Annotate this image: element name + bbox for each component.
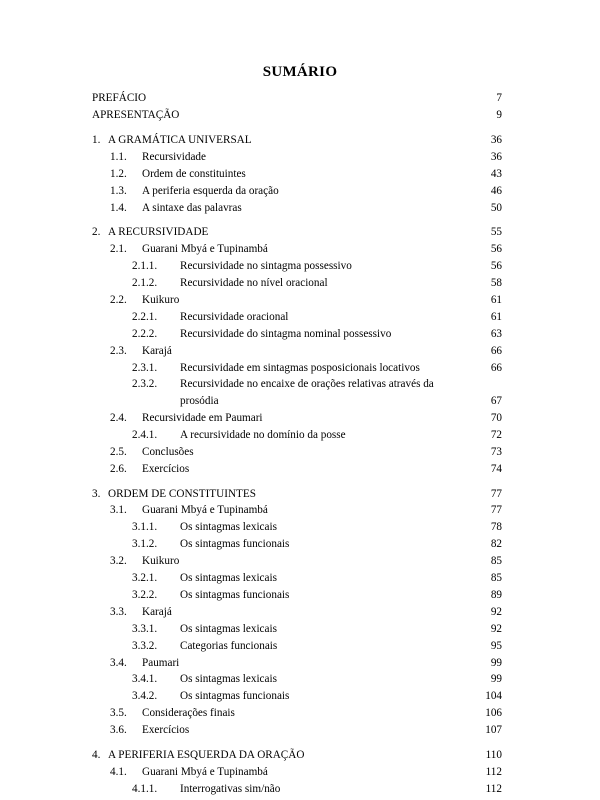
page-title: SUMÁRIO (262, 64, 338, 80)
toc-entry-number: 2.4. (110, 412, 127, 425)
toc-entry-page: 112 (485, 782, 502, 795)
toc-entry-number: 3.2. (110, 555, 127, 568)
toc-entry-page: 43 (490, 167, 502, 180)
toc-entry-page: 72 (490, 428, 502, 441)
toc-entry-number: 4.1. (110, 765, 127, 778)
toc-entry-number: 3.4.2. (132, 690, 158, 703)
toc-entry-title: Recursividade oracional (180, 310, 289, 323)
toc-entry-title: Recursividade no sintagma possessivo (180, 260, 352, 273)
toc-entry-page: 106 (485, 707, 502, 720)
table-of-contents (92, 90, 502, 797)
toc-entry-number: 2.2.2. (132, 327, 158, 340)
leader-dots (148, 91, 494, 102)
toc-entry-title: A recursividade no domínio da posse (180, 428, 346, 441)
toc-entry-title: Os sintagmas lexicais (180, 673, 277, 686)
toc-entry-page: 74 (490, 462, 502, 475)
toc-entry-title: Kuikuro (142, 293, 180, 306)
leader-dots (270, 765, 484, 776)
toc-entry-number: 2.4.1. (132, 428, 158, 441)
toc-entry[interactable] (92, 654, 502, 671)
toc-entry-title: Recursividade em sintagmas posposicionais locativos (180, 361, 420, 374)
toc-entry-title: Guarani Mbyá e Tupinambá (142, 504, 268, 517)
toc-entry-page: 61 (490, 293, 502, 306)
toc-entry-number: 2.1. (110, 243, 127, 256)
leader-dots (196, 445, 489, 456)
toc-entry-number: 3.2.2. (132, 588, 158, 601)
toc-entry-title: Recursividade no encaixe de orações relativas através da (180, 378, 434, 391)
toc-entry-title: Considerações finais (142, 707, 235, 720)
toc-entry-page: 85 (490, 572, 502, 585)
toc-entry-page: 63 (490, 327, 502, 340)
toc-entry[interactable] (92, 604, 502, 621)
toc-entry-page: 92 (490, 622, 502, 635)
leader-dots (174, 605, 489, 616)
toc-entry[interactable] (92, 781, 502, 798)
toc-entry-number: 3.1. (110, 504, 127, 517)
toc-entry-page: 67 (490, 395, 502, 408)
toc-entry-page: 61 (490, 310, 502, 323)
toc-entry[interactable] (92, 132, 502, 149)
toc-entry-title: ORDEM DE CONSTITUINTES (108, 487, 256, 500)
toc-entry-title: Guarani Mbyá e Tupinambá (142, 243, 268, 256)
toc-entry-page: 110 (485, 748, 502, 761)
toc-entry-page: 82 (490, 538, 502, 551)
toc-entry-title: Categorias funcionais (180, 639, 278, 652)
toc-entry-page: 56 (490, 243, 502, 256)
toc-entry-number: 2.1.2. (132, 277, 158, 290)
toc-entry[interactable] (92, 359, 502, 376)
leader-dots (279, 638, 489, 649)
toc-entry[interactable] (92, 764, 502, 781)
toc-entry[interactable] (92, 107, 502, 124)
leader-dots (279, 622, 489, 633)
toc-entry[interactable] (92, 502, 502, 519)
toc-entry-page: 112 (485, 765, 502, 778)
toc-entry-title: Recursividade em Paumari (142, 412, 263, 425)
toc-entry[interactable] (92, 705, 502, 722)
toc-entry[interactable] (92, 199, 502, 216)
section-gap (92, 477, 502, 485)
toc-entry[interactable] (92, 166, 502, 183)
toc-entry-number: 2.1.1. (132, 260, 158, 273)
leader-dots (221, 394, 489, 405)
leader-dots (281, 183, 489, 194)
toc-entry-number: 3.6. (110, 724, 127, 737)
toc-entry-number: 2. (92, 226, 101, 239)
leader-dots (210, 225, 488, 236)
toc-entry-title: Os sintagmas lexicais (180, 521, 277, 534)
toc-entry-page: 92 (490, 605, 502, 618)
leader-dots (181, 655, 489, 666)
toc-entry-page: 70 (490, 412, 502, 425)
toc-entry-page: 9 (496, 109, 502, 122)
leader-dots (191, 462, 489, 473)
leader-dots (181, 108, 494, 119)
toc-entry[interactable] (92, 536, 502, 553)
toc-entry[interactable] (92, 637, 502, 654)
toc-entry-title: Os sintagmas lexicais (180, 572, 277, 585)
toc-entry-number: 2.5. (110, 445, 127, 458)
toc-entry[interactable] (92, 688, 502, 705)
leader-dots (174, 343, 489, 354)
toc-entry[interactable] (92, 309, 502, 326)
toc-entry-number: 3.3. (110, 605, 127, 618)
leader-dots (181, 554, 489, 565)
leader-dots (181, 293, 489, 304)
leader-dots (282, 782, 483, 793)
toc-entry-number: 3.1.1. (132, 521, 158, 534)
toc-entry-title: Recursividade do sintagma nominal possessivo (180, 327, 392, 340)
toc-entry-number: 3.2.1. (132, 572, 158, 585)
toc-entry-number: 1.4. (110, 201, 127, 214)
toc-entry[interactable] (92, 90, 502, 107)
toc-entry-title: A sintaxe das palavras (142, 201, 242, 214)
toc-entry-number: 2.3. (110, 344, 127, 357)
toc-entry-page: 73 (490, 445, 502, 458)
toc-entry[interactable] (92, 342, 502, 359)
toc-entry[interactable] (92, 241, 502, 258)
toc-entry-title: A GRAMÁTICA UNIVERSAL (108, 133, 252, 146)
leader-dots (290, 310, 488, 321)
toc-entry-number: 2.2.1. (132, 310, 158, 323)
toc-entry-title: Paumari (142, 656, 180, 669)
toc-entry-number: 2.6. (110, 462, 127, 475)
toc-entry[interactable] (92, 224, 502, 241)
toc-entry-page: 58 (490, 277, 502, 290)
toc-entry[interactable] (92, 671, 502, 688)
toc-entry-number: 2.2. (110, 293, 127, 306)
toc-entry[interactable] (92, 182, 502, 199)
leader-dots (291, 537, 488, 548)
toc-entry-title: Recursividade no nível oracional (180, 277, 328, 290)
toc-entry[interactable] (92, 410, 502, 427)
toc-entry-page: 99 (490, 656, 502, 669)
toc-entry-number: 2.3.2. (132, 378, 158, 391)
toc-entry-title: Interrogativas sim/não (180, 782, 281, 795)
toc-entry-number: 2.3.1. (132, 361, 158, 374)
toc-entry-number: 3.4. (110, 656, 127, 669)
toc-entry[interactable] (92, 326, 502, 343)
toc-entry-title: A RECURSIVIDADE (108, 226, 209, 239)
leader-dots (422, 360, 489, 371)
toc-entry-number: 3.1.2. (132, 538, 158, 551)
toc-entry-page: 7 (496, 92, 502, 105)
leader-dots (270, 503, 489, 514)
toc-entry[interactable] (92, 149, 502, 166)
toc-entry[interactable] (92, 519, 502, 536)
toc-entry-number: 4. (92, 748, 101, 761)
toc-entry[interactable] (92, 461, 502, 478)
toc-entry-page: 85 (490, 555, 502, 568)
toc-entry-page: 66 (490, 344, 502, 357)
toc-entry-page: 56 (490, 260, 502, 273)
toc-entry-title: Kuikuro (142, 555, 180, 568)
toc-entry-page: 50 (490, 201, 502, 214)
toc-entry-page: 107 (485, 724, 502, 737)
toc-entry-number: 3.4.1. (132, 673, 158, 686)
leader-dots (279, 672, 489, 683)
leader-dots (291, 588, 488, 599)
toc-entry-page: 99 (490, 673, 502, 686)
leader-dots (244, 200, 489, 211)
leader-dots (258, 486, 489, 497)
toc-entry-title: Recursividade (142, 150, 206, 163)
toc-entry-page: 104 (485, 690, 502, 703)
toc-entry-title: PREFÁCIO (92, 92, 147, 105)
toc-entry-page: 55 (490, 226, 502, 239)
toc-entry-title: A PERIFERIA ESQUERDA DA ORAÇÃO (108, 748, 305, 761)
toc-entry[interactable] (92, 485, 502, 502)
leader-dots (393, 327, 489, 338)
toc-entry-page: 95 (490, 639, 502, 652)
leader-dots (208, 150, 489, 161)
leader-dots (291, 689, 483, 700)
leader-dots (191, 723, 483, 734)
toc-entry-title: Exercícios (142, 724, 190, 737)
toc-entry-title: Ordem de constituintes (142, 167, 246, 180)
toc-entry-page: 77 (490, 487, 502, 500)
toc-entry-title: Conclusões (142, 445, 194, 458)
section-gap (92, 739, 502, 747)
toc-entry-title: Karajá (142, 344, 172, 357)
toc-entry-number: 1.3. (110, 184, 127, 197)
toc-entry[interactable] (92, 444, 502, 461)
toc-entry-page: 46 (490, 184, 502, 197)
leader-dots (348, 428, 489, 439)
toc-entry[interactable] (92, 275, 502, 292)
section-gap (92, 124, 502, 132)
toc-entry-line[interactable] (92, 376, 502, 393)
toc-entry-number: 3. (92, 487, 101, 500)
toc-entry-title: Karajá (142, 605, 172, 618)
toc-entry-page: 89 (490, 588, 502, 601)
toc-entry[interactable] (92, 747, 502, 764)
toc-entry-page: 36 (490, 133, 502, 146)
toc-entry[interactable] (92, 587, 502, 604)
leader-dots (306, 748, 483, 759)
toc-entry[interactable] (92, 258, 502, 275)
toc-entry-title: A periferia esquerda da oração (142, 184, 279, 197)
leader-dots (279, 571, 489, 582)
leader-dots (279, 520, 489, 531)
toc-entry[interactable] (92, 292, 502, 309)
toc-entry[interactable] (92, 427, 502, 444)
leader-dots (330, 276, 489, 287)
toc-entry-number: 1. (92, 133, 101, 146)
toc-entry-number: 3.3.1. (132, 622, 158, 635)
toc-entry-number: 3.3.2. (132, 639, 158, 652)
toc-entry-number: 4.1.1. (132, 782, 158, 795)
toc-entry-title-continued: prosódia (180, 395, 219, 408)
leader-dots (237, 706, 483, 717)
toc-entry-number: 3.5. (110, 707, 127, 720)
toc-entry-title: Os sintagmas funcionais (180, 690, 290, 703)
toc-entry-title: Os sintagmas funcionais (180, 538, 290, 551)
section-gap (92, 216, 502, 224)
toc-entry-title: Os sintagmas funcionais (180, 588, 290, 601)
toc-entry[interactable] (92, 570, 502, 587)
leader-dots (354, 259, 489, 270)
toc-entry-title: Guarani Mbyá e Tupinambá (142, 765, 268, 778)
toc-entry-number: 1.2. (110, 167, 127, 180)
leader-dots (265, 411, 489, 422)
toc-entry-title: APRESENTAÇÃO (92, 109, 180, 122)
toc-entry-page: 77 (490, 504, 502, 517)
toc-entry[interactable] (92, 621, 502, 638)
toc-entry[interactable] (92, 553, 502, 570)
toc-entry-title: Os sintagmas lexicais (180, 622, 277, 635)
toc-entry-line[interactable] (92, 393, 502, 410)
toc-entry-number: 1.1. (110, 150, 127, 163)
toc-entry-page: 78 (490, 521, 502, 534)
toc-entry-title: Exercícios (142, 462, 190, 475)
toc-entry-page: 36 (490, 150, 502, 163)
leader-dots (270, 242, 489, 253)
toc-entry[interactable] (92, 722, 502, 739)
leader-dots (248, 167, 489, 178)
leader-dots (254, 133, 489, 144)
toc-entry-page: 66 (490, 361, 502, 374)
